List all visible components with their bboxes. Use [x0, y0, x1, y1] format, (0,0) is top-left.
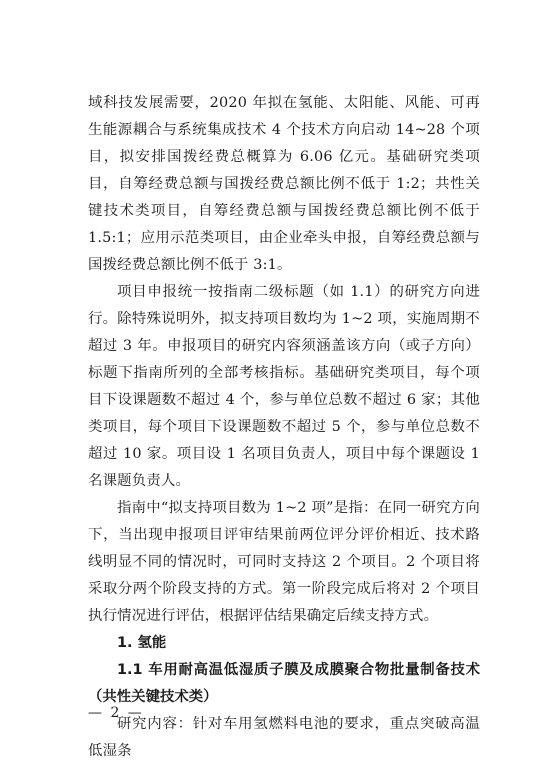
paragraph-funding: 域科技发展需要，2020 年拟在氢能、太阳能、风能、可再生能源耦合与系统集成技术 4 个技术方向启动 14~28 个项目，拟安排国拨经费总概算为 6.06 亿元。基础研究类项目，自筹经费总额与国拨经费总额比例不低于 1:2；共性关键技术类项目，自筹经费总额与国拨经费总额比例不低于 1.5:1；应用示范类项目，由企业牵头申报，自筹经费总额与国拨经费总额比例不低于 3:1。 — [88, 95, 480, 273]
section-heading-hydrogen: 1. 氢能 — [117, 635, 167, 651]
subsection-heading-1-1: 1.1 车用耐高温低湿质子膜及成膜聚合物批量制备技术（共性关键技术类） — [88, 662, 480, 705]
paragraph-support-note: 指南中“拟支持项目数为 1~2 项”是指：在同一研究方向下，当出现申报项目评审结果前两位评分评价相近、技术路线明显不同的情况时，可同时支持这 2 个项目。2 个项目将采取分两个阶段支持的方式。第一阶段完成后将对 2 个项目执行情况进行评估，根据评估结果确定后续支持方式。 — [88, 500, 480, 624]
paragraph-research-content: 研究内容：针对车用氢燃料电池的要求，重点突破高温低湿条 — [88, 716, 480, 759]
document-body — [88, 90, 480, 765]
page-number: — 2 — — [88, 705, 144, 721]
paragraph-application-rules: 项目申报统一按指南二级标题（如 1.1）的研究方向进行。除特殊说明外，拟支持项目数均为 1~2 项，实施周期不超过 3 年。申报项目的研究内容须涵盖该方向（或子方向）标题下指南所列的全部考核指标。基础研究类项目，每个项目下设课题数不超过 4 个，参与单位总数不超过 6 家；其他类项目，每个项目下设课题数不超过 5 个，参与单位总数不超过 10 家。项目设 1 名项目负责人，项目中每个课题设 1 名课题负责人。 — [88, 284, 480, 489]
